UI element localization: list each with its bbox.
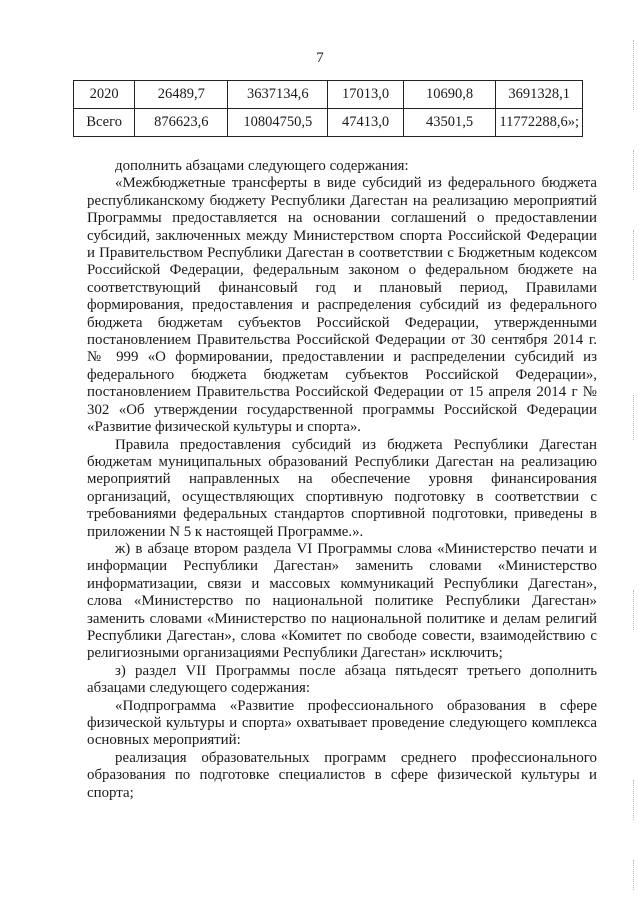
table-cell: 10690,8 (403, 81, 496, 109)
table-cell-year: 2020 (74, 81, 135, 109)
paragraph-section-vii: з) раздел VII Программы после абзаца пятьдесят третьего дополнить абзацами следующего содержания: (87, 662, 597, 697)
paragraph-section-vi: ж) в абзаце втором раздела VI Программы слова «Министерство печати и информации Республики Дагестан» заменить словами «Министерство информатизации, связи и массовых коммуникаций Республики Дагестан», слова «Министерство по национальной политике Республики Дагестан» заменить словами «Министерство по национальной политике и делам религий Республики Дагестан», слова «Комитет по свободе совести, взаимодействию с религиозными организациями Республики Дагестан» исключить; (87, 540, 597, 662)
scan-edge-mark (633, 590, 637, 630)
table-row (74, 81, 583, 109)
scan-edge-mark (633, 150, 637, 190)
scan-edge-mark (633, 230, 637, 280)
table-row (74, 109, 583, 137)
scan-edge-mark (633, 40, 637, 110)
table-cell: 11772288,6»; (496, 109, 583, 137)
table-cell: 17013,0 (328, 81, 403, 109)
table-cell: 43501,5 (403, 109, 496, 137)
paragraph-intro: дополнить абзацами следующего содержания: (115, 158, 409, 174)
paragraph-subprogram: «Подпрограмма «Развитие профессионального образования в сфере физической культуры и спорта» охватывает проведение следующего комплекса основных мероприятий: (87, 697, 597, 749)
funding-table (73, 80, 583, 137)
paragraph-implementation: реализация образовательных программ среднего профессионального образования по подготовке специалистов в сфере физической культуры и спорта; (87, 749, 597, 801)
paragraph-transfers: «Межбюджетные трансферты в виде субсидий из федерального бюджета республиканскому бюджету Республики Дагестан на реализацию мероприятий Программы предоставляется на основании соглашений о предоставлении субсидий, заключенных между Министерством спорта Российской Федерации и Правительством Республики Дагестан в соответствии с Бюджетным кодексом Российской Федерации, федеральным законом о федеральном бюджете на соответствующий финансовый год и плановый период, Правилами формирования, предоставления и распределения субсидий из федерального бюджета бюджетам субъектов Российской Федерации, утвержденными постановлением Правительства Российской Федерации от 30 сентября 2014 г. № 999 «О формировании, предоставлении и распределении субсидий из федерального бюджета бюджетам субъектов Российской Федерации», постановлением Правительства Российской Федерации от 15 апреля 2014 г № 302 «Об утверждении государственной программы Российской Федерации «Развитие физической культуры и спорта». (87, 175, 597, 436)
scan-edge-mark (633, 860, 637, 890)
paragraph-rules: Правила предоставления субсидий из бюджета Республики Дагестан бюджетам муниципальных образований Республики Дагестан на реализацию мероприятий направленных на обеспечение уровня финансирования организаций, осуществляющих спортивную подготовку в соответствии с требованиями федеральных стандартов спортивной подготовки, приведены в приложении N 5 к настоящей Программе.». (87, 436, 597, 540)
scan-edge-mark (633, 395, 637, 440)
table-cell: 3691328,1 (496, 81, 583, 109)
scan-edge-mark (633, 780, 637, 820)
table-cell: 876623,6 (135, 109, 228, 137)
document-body (87, 158, 597, 802)
table-cell-total-label: Всего (74, 109, 135, 137)
table-cell: 3637134,6 (228, 81, 328, 109)
table-cell: 26489,7 (135, 81, 228, 109)
table-cell: 47413,0 (328, 109, 403, 137)
table-cell: 10804750,5 (228, 109, 328, 137)
page-number: 7 (316, 50, 324, 66)
